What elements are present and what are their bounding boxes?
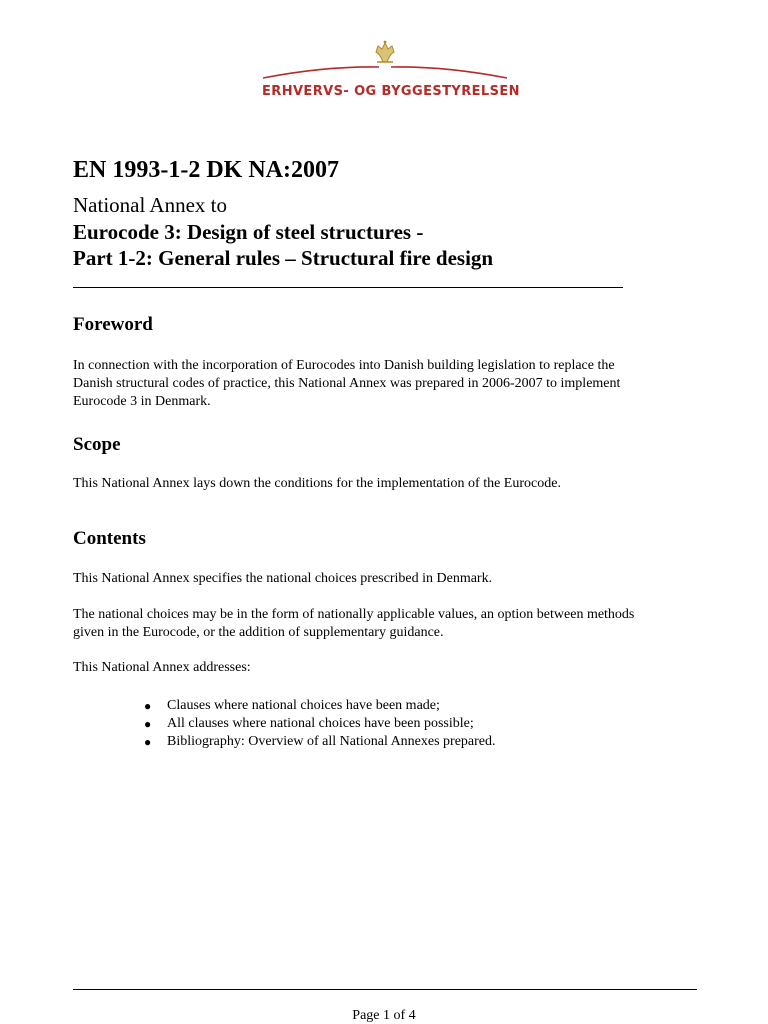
contents-paragraph-3: This National Annex addresses: xyxy=(73,660,251,675)
contents-line: The national choices may be in the form of nationally applicable values, an option between methods xyxy=(73,607,635,622)
document-title-line-1: Eurocode 3: Design of steel structures - xyxy=(73,220,424,244)
document-title-line-2: Part 1-2: General rules – Structural fire design xyxy=(73,246,494,270)
list-item xyxy=(143,715,496,733)
document-id: EN 1993-1-2 DK NA:2007 xyxy=(73,157,339,183)
annex-bullet-list xyxy=(143,697,496,751)
foreword-line: Danish structural codes of practice, this National Annex was prepared in 2006-2007 to implement xyxy=(73,376,621,391)
list-item xyxy=(143,697,496,715)
bullet-icon: ● xyxy=(144,717,152,731)
agency-logo xyxy=(255,40,520,102)
bullet-icon: ● xyxy=(144,735,152,749)
contents-paragraph-2 xyxy=(73,606,696,642)
scope-heading: Scope xyxy=(73,434,121,455)
foreword-paragraph xyxy=(73,357,696,411)
footer-divider xyxy=(73,989,697,990)
list-item-text: Bibliography: Overview of all National Annexes prepared. xyxy=(167,734,496,749)
contents-heading: Contents xyxy=(73,528,146,549)
contents-line: given in the Eurocode, or the addition of supplementary guidance. xyxy=(73,625,444,640)
list-item-text: Clauses where national choices have been made; xyxy=(167,698,440,713)
contents-paragraph-1: This National Annex specifies the national choices prescribed in Denmark. xyxy=(73,571,493,586)
crown-swoosh-icon xyxy=(255,40,515,80)
page-number: Page 1 of 4 xyxy=(352,1008,416,1023)
foreword-heading: Foreword xyxy=(73,314,153,335)
agency-name: ERHVERVS- OG BYGGESTYRELSEN xyxy=(262,84,520,99)
annex-subtitle: National Annex to xyxy=(73,193,227,217)
foreword-line: In connection with the incorporation of Eurocodes into Danish building legislation to replace the xyxy=(73,358,615,373)
list-item xyxy=(143,733,496,751)
foreword-line: Eurocode 3 in Denmark. xyxy=(73,394,211,409)
scope-paragraph: This National Annex lays down the conditions for the implementation of the Eurocode. xyxy=(73,476,561,491)
list-item-text: All clauses where national choices have been possible; xyxy=(167,716,474,731)
bullet-icon: ● xyxy=(144,699,152,713)
title-divider xyxy=(73,287,623,288)
